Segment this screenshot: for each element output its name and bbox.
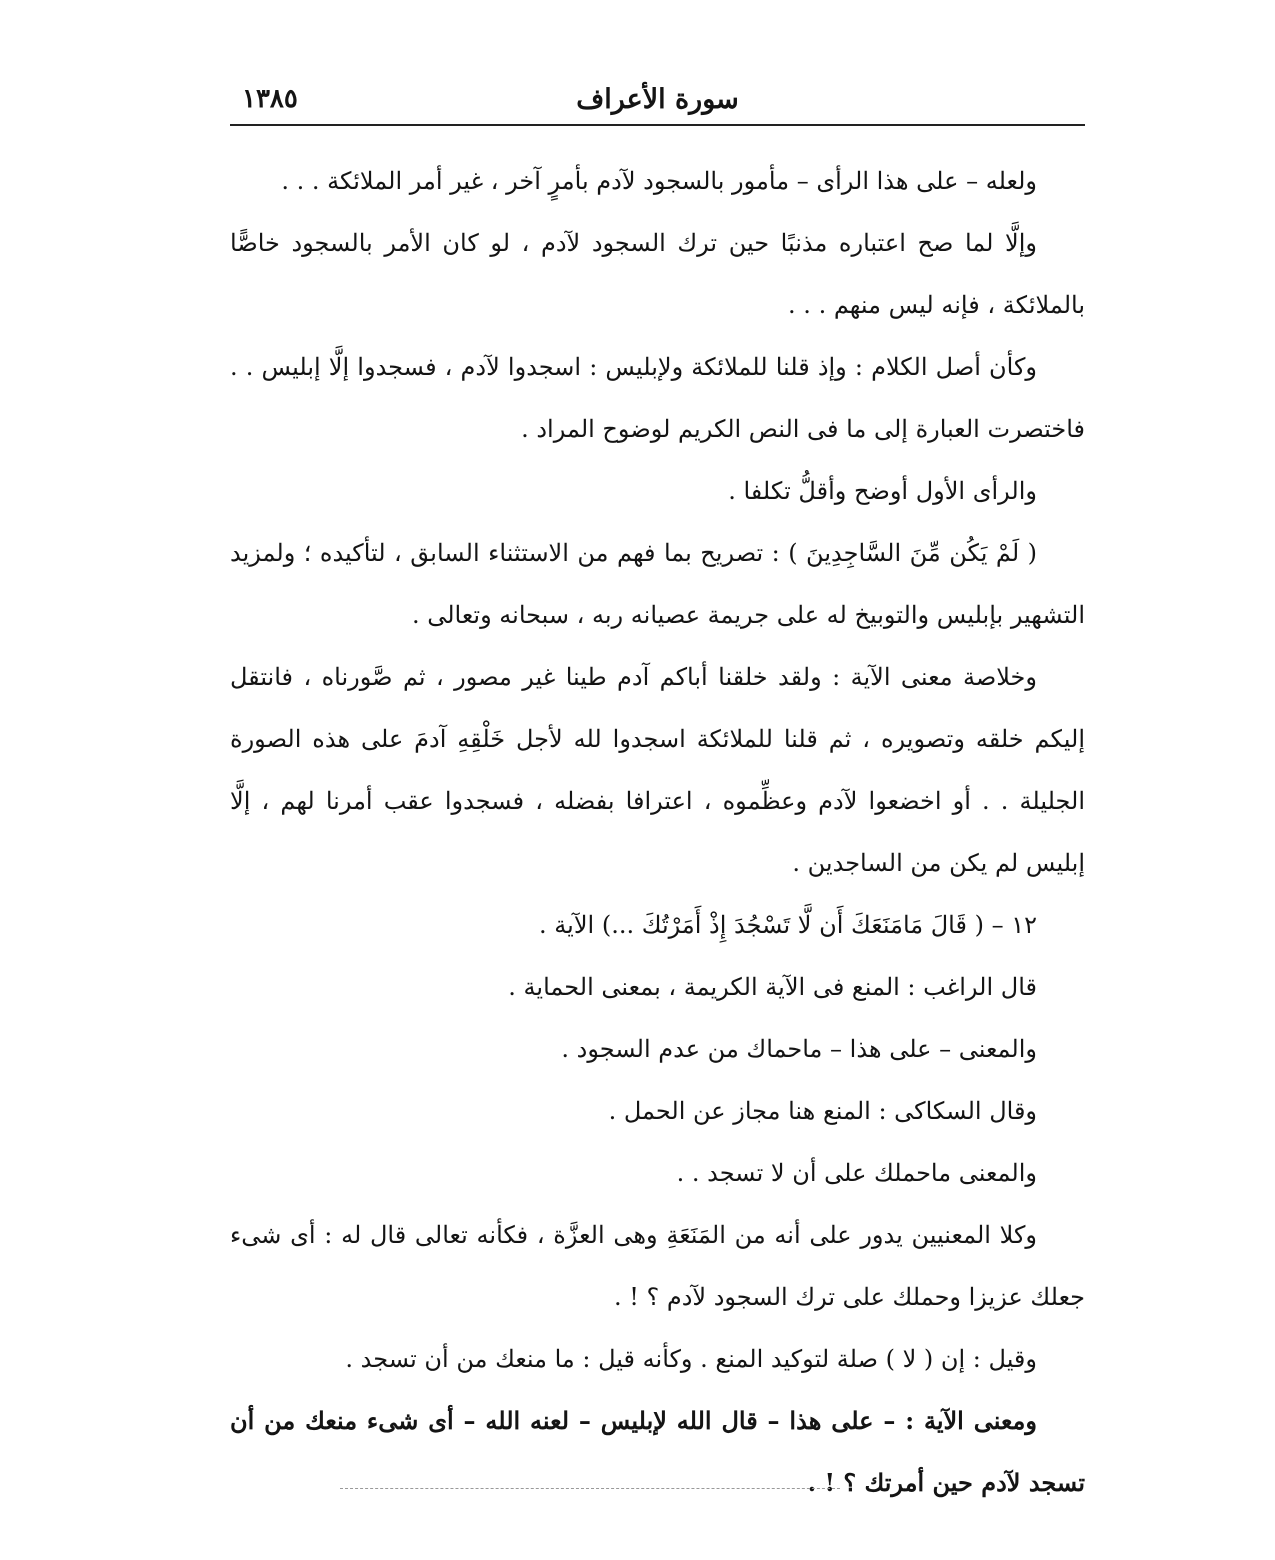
paragraph: وكأن أصل الكلام : وإذ قلنا للملائكة ولإبليس : اسجدوا لآدم ، فسجدوا إلَّا إبليس . . فاختصرت العبارة إلى ما فى النص الكريم لوضوح المراد . xyxy=(230,353,1085,443)
paragraph: والرأى الأول أوضح وأقلُّ تكلفا . xyxy=(728,477,1037,505)
page-body xyxy=(230,150,1085,1514)
paragraph: ولعله – على هذا الرأى – مأمور بالسجود لآدم بأمرٍ آخر ، غير أمر الملائكة . . . xyxy=(281,167,1037,195)
page-header xyxy=(230,78,1085,126)
page-title: سورة الأعراف xyxy=(576,84,739,115)
paragraph: وقيل : إن ( لا ) صلة لتوكيد المنع . وكأنه قيل : ما منعك من أن تسجد . xyxy=(345,1345,1037,1373)
paragraph: والمعنى – على هذا – ماحماك من عدم السجود . xyxy=(561,1035,1037,1063)
verse-heading: ١٢ – ( قَالَ مَامَنَعَكَ أَن لَّا تَسْجُدَ إِذْ أَمَرْتُكَ ...) الآية . xyxy=(539,911,1037,939)
paragraph: وخلاصة معنى الآية : ولقد خلقنا أباكم آدم طينا غير مصور ، ثم صَّورناه ، فانتقل إليكم خلقه وتصويره ، ثم قلنا للملائكة اسجدوا لله لأجل خَلْقِهِ آدمَ على هذه الصورة الجليلة . . أو اخضعوا لآدم وعظِّموه ، اعترافا بفضله ، فسجدوا عقب أمرنا لهم ، إلَّا إبليس لم يكن من الساجدين . xyxy=(230,663,1085,877)
footer-divider xyxy=(340,1488,840,1489)
paragraph: ومعنى الآية : – على هذا – قال الله لإبليس – لعنه الله – أى شىء منعك من أن تسجد لآدم حين أمرتك ؟ ! . xyxy=(230,1406,1085,1497)
paragraph: والمعنى ماحملك على أن لا تسجد . . xyxy=(676,1159,1037,1187)
paragraph: وكلا المعنيين يدور على أنه من المَنَعَةِ وهى العزَّة ، فكأنه تعالى قال له : أى شىء جعلك عزيزا وحملك على ترك السجود لآدم ؟ ! . xyxy=(230,1221,1085,1311)
paragraph: وإلَّا لما صح اعتباره مذنبًا حين ترك السجود لآدم ، لو كان الأمر بالسجود خاصًّا بالملائكة ، فإنه ليس منهم . . . xyxy=(230,229,1085,319)
paragraph: قال الراغب : المنع فى الآية الكريمة ، بمعنى الحماية . xyxy=(508,973,1037,1001)
paragraph: ( لَمْ يَكُن مِّنَ السَّاجِدِينَ ) : تصريح بما فهم من الاستثناء السابق ، لتأكيده ؛ ولمزيد التشهير بإبليس والتوبيخ له على جريمة عصيانه ربه ، سبحانه وتعالى . xyxy=(230,539,1085,629)
paragraph: وقال السكاكى : المنع هنا مجاز عن الحمل . xyxy=(608,1097,1037,1125)
page-number: ١٣٨٥ xyxy=(242,84,298,114)
